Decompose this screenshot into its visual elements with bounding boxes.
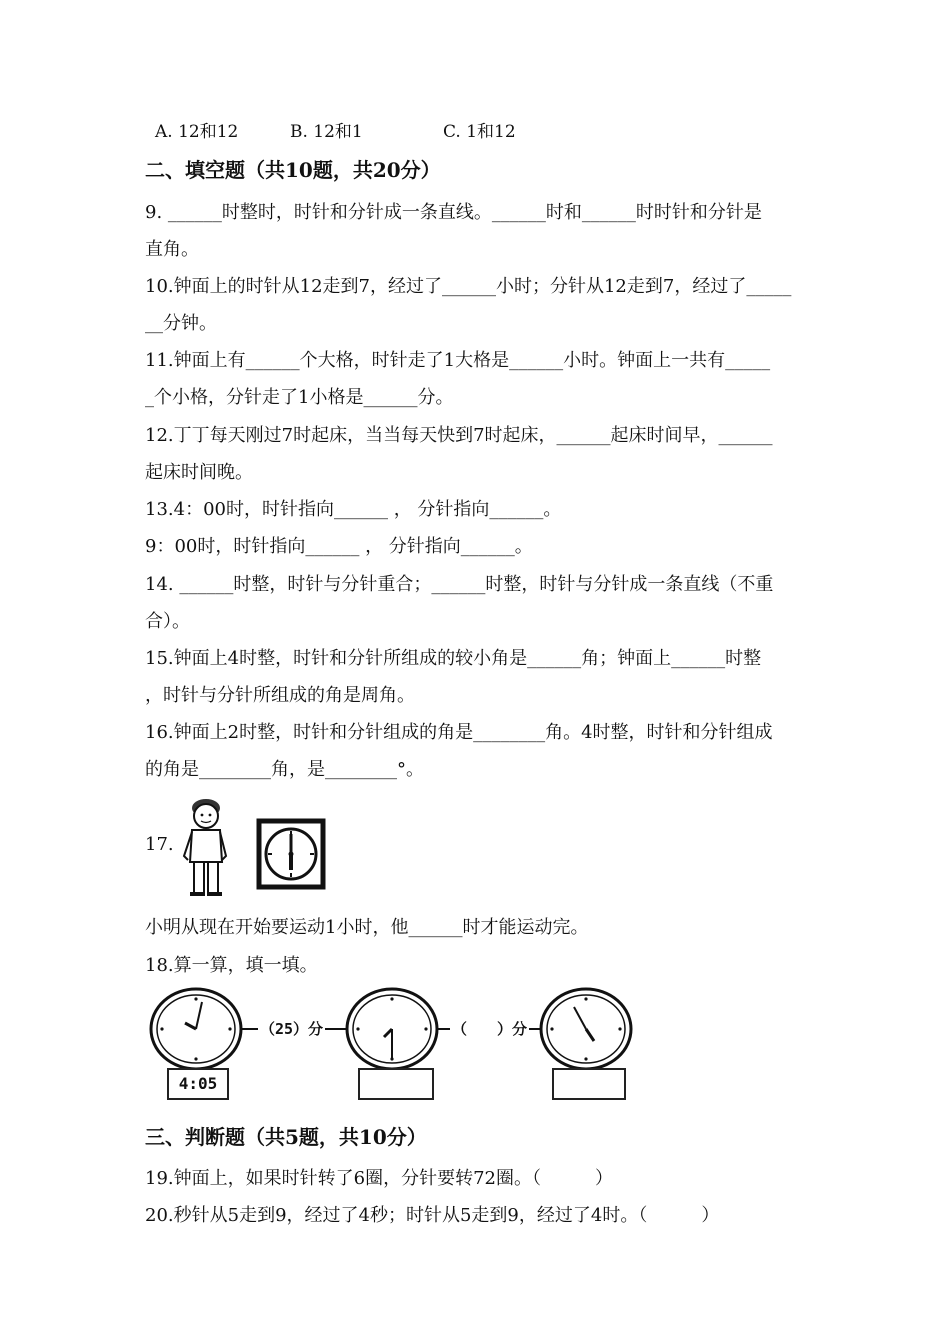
q15-line2: ，时针与分针所组成的角是周角。 (145, 685, 415, 706)
section-3-title: 三、判断题（共5题，共10分） (145, 1125, 427, 1149)
q16-line2: 的角是________角，是________°。 (145, 759, 424, 780)
arrow-label-2: （ ）分 (452, 1020, 528, 1038)
q13-line2: 9：00时，时针指向______ ， 分针指向______。 (145, 536, 533, 557)
q11-line1: 11.钟面上有______个大格，时针走了1大格是______小时。钟面上一共有_____ (145, 350, 771, 371)
boy-figure (178, 796, 234, 900)
clock-3 (541, 989, 631, 1069)
q13-line1: 13.4：00时，时针指向______ ， 分针指向______。 (145, 499, 562, 520)
option-b: B. 12和1 (290, 122, 363, 142)
q15-line1: 15.钟面上4时整，时针和分针所组成的较小角是______角；钟面上______时整 (145, 648, 762, 669)
clock-2 (347, 989, 437, 1069)
q12-line2: 起床时间晚。 (145, 462, 253, 483)
q12-line1: 12.丁丁每天刚过7时起床，当当每天快到7时起床，______起床时间早，______ (145, 425, 773, 446)
q18-title: 18.算一算，填一填。 (145, 955, 318, 976)
q9-line2: 直角。 (145, 239, 199, 260)
q10-line1: 10.钟面上的时针从12走到7，经过了______小时；分针从12走到7，经过了_____ (145, 276, 792, 297)
time-box-3[interactable] (552, 1068, 626, 1100)
q14-line1: 14. ______时整，时针与分针重合；______时整，时针与分针成一条直线（不重 (145, 574, 774, 595)
q17-number: 17. (145, 834, 174, 855)
q14-line2: 合）。 (145, 611, 190, 632)
q11-line2: _个小格，分针走了1小格是______分。 (145, 387, 454, 408)
q9-line1: 9. ______时整时，时针和分针成一条直线。______时和______时时针和分针是 (145, 202, 762, 223)
q16-line1: 16.钟面上2时整，时针和分针组成的角是________角。4时整，时针和分针组成 (145, 722, 773, 743)
q20: 20.秒针从5走到9，经过了4秒；时针从5走到9，经过了4时。（ ） (145, 1205, 720, 1226)
option-a: A. 12和12 (155, 122, 239, 142)
arrow-label-1: （25）分 (260, 1020, 324, 1038)
q19: 19.钟面上，如果时针转了6圈，分针要转72圈。（ ） (145, 1168, 613, 1189)
section-2-title: 二、填空题（共10题，共20分） (145, 158, 441, 182)
clock-1 (151, 989, 241, 1069)
time-box-2[interactable] (358, 1068, 434, 1100)
q10-line2: __分钟。 (145, 313, 217, 334)
clock-six-oclock (256, 818, 326, 890)
option-c: C. 1和12 (443, 122, 516, 142)
q17-text: 小明从现在开始要运动1小时，他______时才能运动完。 (145, 917, 589, 938)
time-box-1: 4:05 (167, 1068, 229, 1100)
